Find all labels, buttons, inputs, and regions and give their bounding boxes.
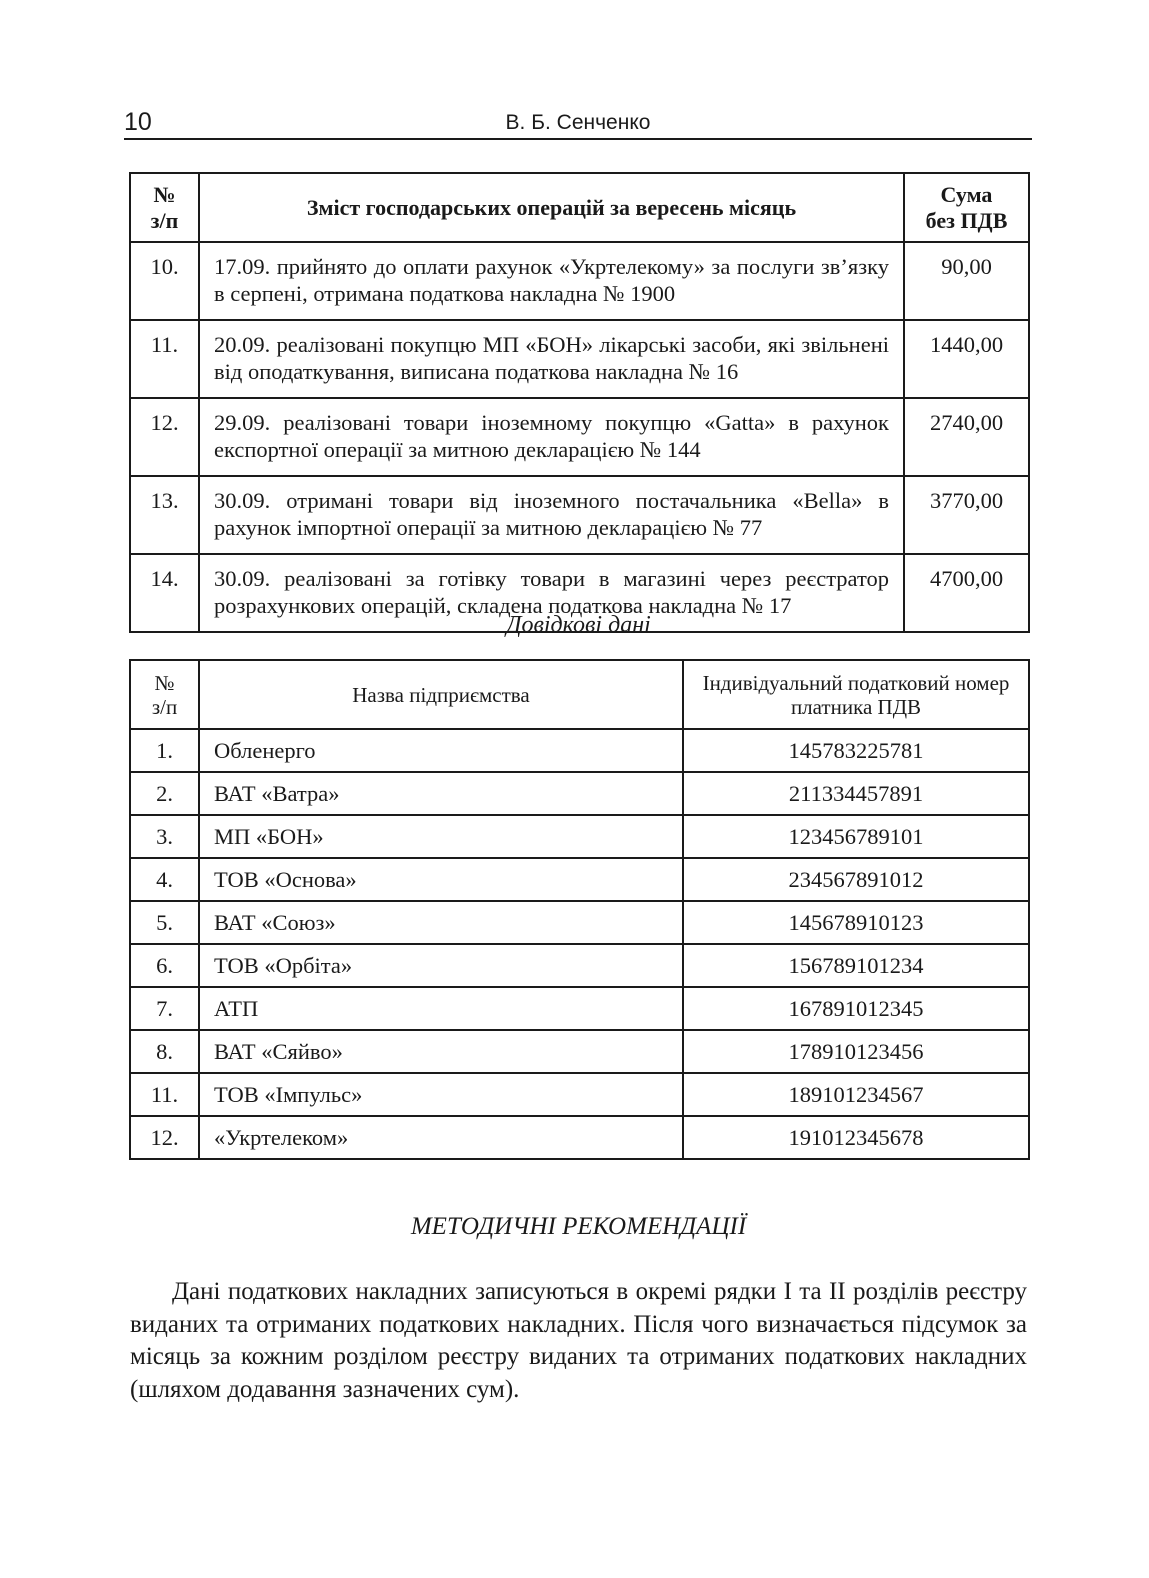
operation-sum: 2740,00: [904, 398, 1029, 476]
row-number: 2.: [130, 772, 199, 815]
page-header: [124, 108, 1032, 140]
row-number: 8.: [130, 1030, 199, 1073]
reference-table: [129, 659, 1030, 1160]
table-row: [130, 1073, 1029, 1116]
operation-description: 30.09. отримані товари від іноземного постачальника «Bella» в рахунок імпортної операції за митною декларацією № 77: [199, 476, 904, 554]
company-name: Обленерго: [199, 729, 683, 772]
company-name: ТОВ «Основа»: [199, 858, 683, 901]
row-number: 14.: [130, 554, 199, 632]
tax-number: 211334457891: [683, 772, 1029, 815]
table-row: [130, 901, 1029, 944]
row-number: 6.: [130, 944, 199, 987]
company-name: ВАТ «Сяйво»: [199, 1030, 683, 1073]
table-row: [130, 858, 1029, 901]
table-row: [130, 320, 1029, 398]
row-number: 5.: [130, 901, 199, 944]
tax-number: 145783225781: [683, 729, 1029, 772]
row-number: 7.: [130, 987, 199, 1030]
operation-sum: 4700,00: [904, 554, 1029, 632]
page-number: 10: [124, 108, 152, 136]
operation-description: 29.09. реалізовані товари іноземному покупцю «Gatta» в рахунок експортної операції за митною декларацією № 144: [199, 398, 904, 476]
company-name: ВАТ «Союз»: [199, 901, 683, 944]
tax-number: 123456789101: [683, 815, 1029, 858]
col-header-name: Назва підприємства: [199, 660, 683, 729]
col-header-num: № з/п: [130, 173, 199, 242]
row-number: 10.: [130, 242, 199, 320]
table-row: [130, 944, 1029, 987]
operations-header-row: [130, 173, 1029, 242]
tax-number: 191012345678: [683, 1116, 1029, 1159]
row-number: 12.: [130, 1116, 199, 1159]
tax-number: 234567891012: [683, 858, 1029, 901]
operation-description: 20.09. реалізовані покупцю МП «БОН» лікарські засоби, які звільнені від оподаткування, виписана податкова накладна № 16: [199, 320, 904, 398]
company-name: ВАТ «Ватра»: [199, 772, 683, 815]
operation-sum: 90,00: [904, 242, 1029, 320]
row-number: 4.: [130, 858, 199, 901]
col-header-content: Зміст господарських операцій за вересень місяць: [199, 173, 904, 242]
tax-number: 145678910123: [683, 901, 1029, 944]
tax-number: 178910123456: [683, 1030, 1029, 1073]
row-number: 3.: [130, 815, 199, 858]
company-name: ТОВ «Орбіта»: [199, 944, 683, 987]
methodical-title: МЕТОДИЧНІ РЕКОМЕНДАЦІЇ: [410, 1213, 747, 1240]
col-header-num: № з/п: [130, 660, 199, 729]
row-number: 12.: [130, 398, 199, 476]
row-number: 11.: [130, 1073, 199, 1116]
operation-description: 30.09. реалізовані за готівку товари в магазині через реєстратор розрахункових операцій, складена податкова накладна № 17: [199, 554, 904, 632]
company-name: ТОВ «Імпульс»: [199, 1073, 683, 1116]
reference-header-row: [130, 660, 1029, 729]
row-number: 11.: [130, 320, 199, 398]
table-row: [130, 772, 1029, 815]
operations-table: [129, 172, 1030, 633]
col-header-tax-number: Індивідуальний податковий номер платника ПДВ: [683, 660, 1029, 729]
methodical-paragraph: Дані податкових накладних записуються в окремі рядки I та II розділів реєстру виданих та отриманих податкових накладних. Після чого визначається підсумок за місяць за кожним розділом реєстру виданих та отриманих податкових накладних (шляхом додавання зазначених сум).: [130, 1278, 1027, 1403]
table-row: [130, 398, 1029, 476]
reference-title: Довідкові дані: [506, 612, 651, 638]
tax-number: 167891012345: [683, 987, 1029, 1030]
table-row: [130, 729, 1029, 772]
operation-sum: 3770,00: [904, 476, 1029, 554]
page-author: В. Б. Сенченко: [505, 111, 651, 134]
operation-sum: 1440,00: [904, 320, 1029, 398]
table-row: [130, 987, 1029, 1030]
row-number: 1.: [130, 729, 199, 772]
table-row: [130, 242, 1029, 320]
table-row: [130, 476, 1029, 554]
company-name: МП «БОН»: [199, 815, 683, 858]
tax-number: 189101234567: [683, 1073, 1029, 1116]
table-row: [130, 815, 1029, 858]
table-row: [130, 1116, 1029, 1159]
col-header-sum: Сума без ПДВ: [904, 173, 1029, 242]
row-number: 13.: [130, 476, 199, 554]
company-name: «Укртелеком»: [199, 1116, 683, 1159]
operation-description: 17.09. прийнято до оплати рахунок «Укртелекому» за послуги зв’язку в серпені, отримана податкова накладна № 1900: [199, 242, 904, 320]
company-name: АТП: [199, 987, 683, 1030]
table-row: [130, 1030, 1029, 1073]
tax-number: 156789101234: [683, 944, 1029, 987]
